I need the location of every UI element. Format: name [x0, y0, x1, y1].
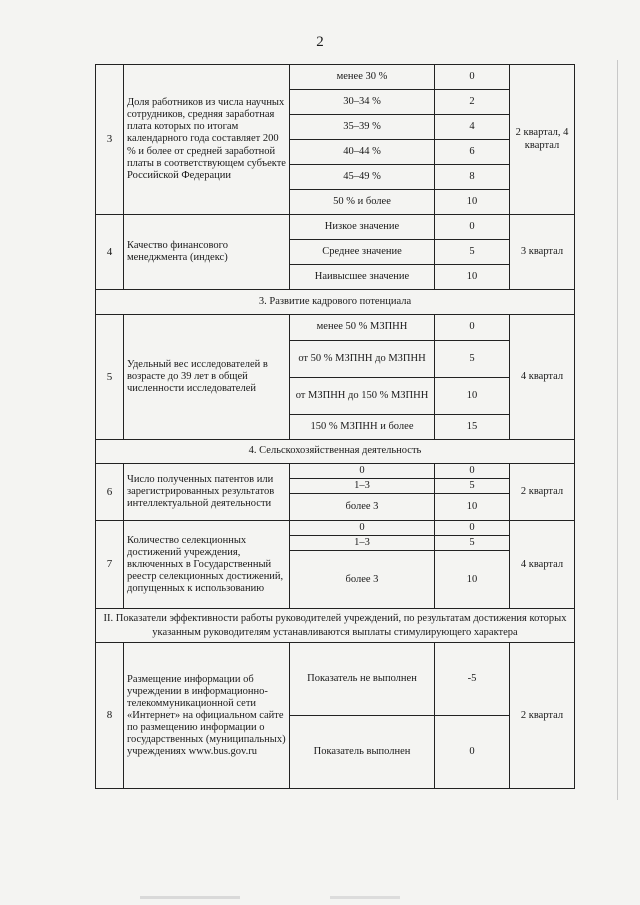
- period-cell: 2 квартал, 4 квартал: [510, 65, 575, 215]
- condition-cell: 0: [290, 521, 435, 536]
- period-cell: 2 квартал: [510, 464, 575, 521]
- row-number: 3: [96, 65, 124, 215]
- row-number: 8: [96, 643, 124, 789]
- score-cell: 10: [435, 265, 510, 290]
- score-cell: 15: [435, 415, 510, 440]
- table-row: [96, 521, 575, 536]
- condition-cell: 1–3: [290, 536, 435, 551]
- score-cell: 10: [435, 378, 510, 415]
- row-number: 4: [96, 215, 124, 290]
- score-cell: 5: [435, 479, 510, 494]
- row-number: 5: [96, 315, 124, 440]
- condition-cell: от 50 % МЗПНН до МЗПНН: [290, 341, 435, 378]
- table-row: [96, 643, 575, 716]
- condition-cell: 1–3: [290, 479, 435, 494]
- score-cell: 0: [435, 215, 510, 240]
- section-title: 4. Сельскохозяйственная деятельность: [96, 440, 575, 464]
- score-cell: 0: [435, 315, 510, 341]
- table-row: [96, 215, 575, 240]
- table-row: [96, 464, 575, 479]
- score-cell: 0: [435, 716, 510, 789]
- condition-cell: менее 30 %: [290, 65, 435, 90]
- section-header-row: [96, 440, 575, 464]
- indicator-name: Качество финансового менеджмента (индекс): [124, 215, 290, 290]
- score-cell: 0: [435, 464, 510, 479]
- score-cell: 10: [435, 551, 510, 609]
- indicator-name: Удельный вес исследователей в возрасте до 39 лет в общей численности исследователей: [124, 315, 290, 440]
- score-cell: 5: [435, 341, 510, 378]
- score-cell: 10: [435, 494, 510, 521]
- score-cell: -5: [435, 643, 510, 716]
- period-cell: 2 квартал: [510, 643, 575, 789]
- condition-cell: 35–39 %: [290, 115, 435, 140]
- score-cell: 10: [435, 190, 510, 215]
- score-cell: 6: [435, 140, 510, 165]
- score-cell: 4: [435, 115, 510, 140]
- condition-cell: 50 % и более: [290, 190, 435, 215]
- condition-cell: 0: [290, 464, 435, 479]
- period-cell: 3 квартал: [510, 215, 575, 290]
- score-cell: 0: [435, 521, 510, 536]
- condition-cell: Низкое значение: [290, 215, 435, 240]
- condition-cell: Показатель не выполнен: [290, 643, 435, 716]
- scan-smudge: [140, 896, 240, 899]
- section-title: 3. Развитие кадрового потенциала: [96, 290, 575, 315]
- row-number: 6: [96, 464, 124, 521]
- table-row: [96, 65, 575, 90]
- score-cell: 8: [435, 165, 510, 190]
- condition-cell: Среднее значение: [290, 240, 435, 265]
- condition-cell: 150 % МЗПНН и более: [290, 415, 435, 440]
- condition-cell: более 3: [290, 494, 435, 521]
- indicator-name: Число полученных патентов или зарегистрированных результатов интеллектуальной деятельности: [124, 464, 290, 521]
- table-row: [96, 315, 575, 341]
- condition-cell: Наивысшее значение: [290, 265, 435, 290]
- section-header-row: [96, 609, 575, 643]
- indicators-table: [95, 64, 575, 789]
- condition-cell: 30–34 %: [290, 90, 435, 115]
- score-cell: 5: [435, 536, 510, 551]
- condition-cell: более 3: [290, 551, 435, 609]
- indicator-name: Количество селекционных достижений учреждения, включенных в Государственный реестр селекционных достижений, допущенных к использованию: [124, 521, 290, 609]
- score-cell: 5: [435, 240, 510, 265]
- row-number: 7: [96, 521, 124, 609]
- indicator-name: Доля работников из числа научных сотрудников, средняя заработная плата которых по итогам календарного года составляет 200 % и более от средней заработной платы в соответствующем субъекте Российской Федерации: [124, 65, 290, 215]
- score-cell: 2: [435, 90, 510, 115]
- condition-cell: 40–44 %: [290, 140, 435, 165]
- indicator-name: Размещение информации об учреждении в информационно-телекоммуникационной сети «Интернет» на официальном сайте по размещению информации о государственных (муниципальных) учреждениях www.bus.gov.ru: [124, 643, 290, 789]
- condition-cell: Показатель выполнен: [290, 716, 435, 789]
- page-number: 2: [316, 34, 324, 50]
- score-cell: 0: [435, 65, 510, 90]
- section-header-row: [96, 290, 575, 315]
- condition-cell: 45–49 %: [290, 165, 435, 190]
- condition-cell: менее 50 % МЗПНН: [290, 315, 435, 341]
- period-cell: 4 квартал: [510, 521, 575, 609]
- condition-cell: от МЗПНН до 150 % МЗПНН: [290, 378, 435, 415]
- scan-smudge: [330, 896, 400, 899]
- period-cell: 4 квартал: [510, 315, 575, 440]
- section-title: II. Показатели эффективности работы руководителей учреждений, по результатам достижения которых указанным руководителям устанавливаются выплаты стимулирующего характера: [96, 609, 575, 643]
- scan-edge-line: [617, 60, 618, 800]
